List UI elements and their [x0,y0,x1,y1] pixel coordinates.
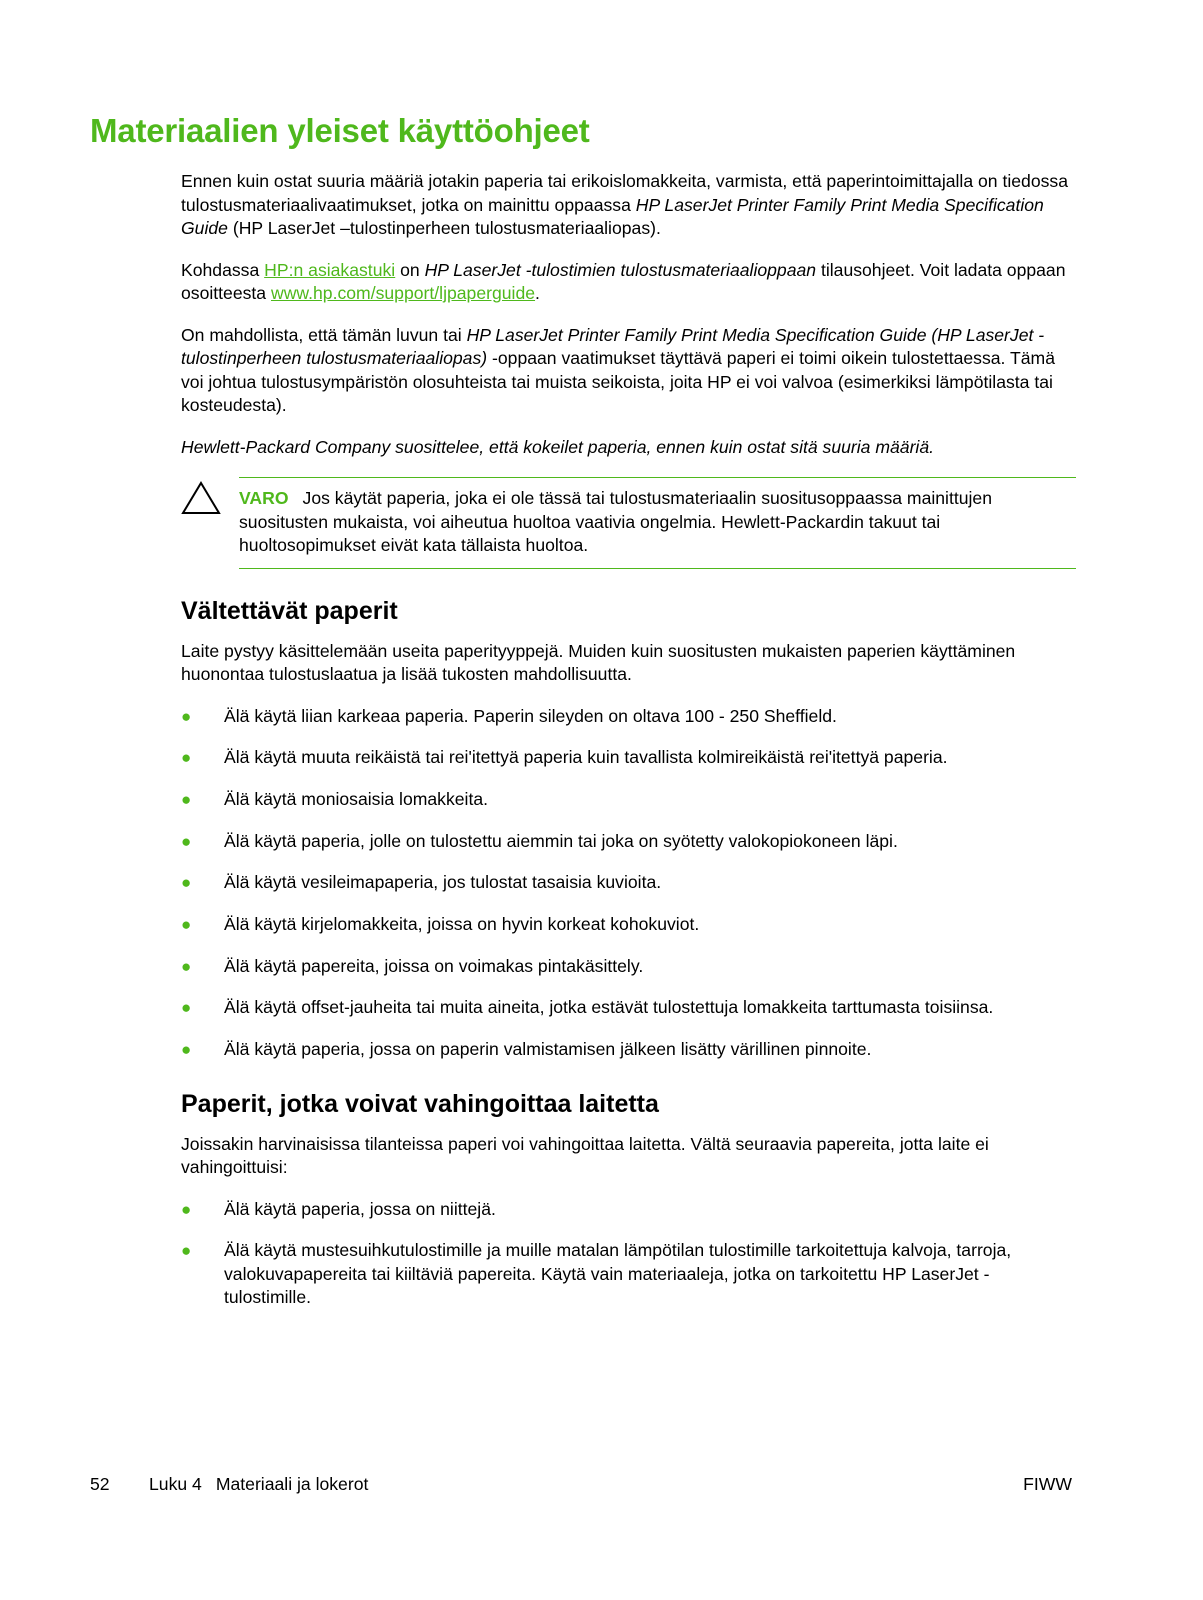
caution-text: Jos käytät paperia, joka ei ole tässä tai tulostusmateriaalin suositusoppaassa mainittujen suositusten mukaista, voi aiheutua huoltoa vaativia ongelmia. Hewlett-Packardin takuut tai huoltosopimukset eivät kata tällaista huoltoa. [239,488,993,555]
list-item-text: Älä käytä kirjelomakkeita, joissa on hyvin korkeat kohokuviot. [224,913,700,934]
list-item-text: Älä käytä papereita, joissa on voimakas pintakäsittely. [224,955,644,976]
list-item-text: Älä käytä vesileimapaperia, jos tulostat tasaisia kuvioita. [224,872,662,893]
caution-note [181,477,1076,569]
bullet-icon: ● [181,956,192,976]
bullet-icon: ● [181,789,192,809]
list-item [181,830,1076,854]
page-number: 52 [90,1474,110,1494]
list-item [181,705,1076,729]
list-item-text: Älä käytä offset-jauheita tai muita aineita, jotka estävät tulostettuja lomakkeita tarttumasta toisiinsa. [224,997,994,1018]
bullet-icon: ● [181,873,192,893]
damaging-papers-list [181,1198,1076,1310]
list-item [181,871,1076,895]
list-item-text: Älä käytä paperia, jolle on tulostettu aiemmin tai joka on syötetty valokopiokoneen läpi. [224,830,898,851]
intro-paragraph-1: Ennen kuin ostat suuria määriä jotakin paperia tai erikoislomakkeita, varmista, että paperintoimittajalla on tiedossa tulostusmateriaalivaatimukset, jotka on mainittu oppaassa HP LaserJet Printer Family Print Media Specification Guide (HP LaserJet –tulostinperheen tulostusmateriaaliopas). [181,171,1068,238]
intro-paragraph-3: On mahdollista, että tämän luvun tai HP LaserJet Printer Family Print Media Specification Guide (HP LaserJet -tulostinperheen tulostusmateriaaliopas) -oppaan vaatimukset täyttävä paperi ei toimi oikein tulostettaessa. Tämä voi johtua tulostusympäristön olosuhteista tai muista seikoista, joita HP ei voi valvoa (esimerkiksi lämpötilasta tai kosteudesta). [181,324,1055,415]
chapter-title: Materiaali ja lokerot [215,1474,369,1494]
list-item [181,1038,1076,1062]
section-heading-avoid-papers: Vältettävät paperit [181,596,398,625]
section1-intro: Laite pystyy käsittelemään useita paperityyppejä. Muiden kuin suositusten mukaisten paperien käyttäminen huonontaa tulostuslaatua ja lisää tukosten mahdollisuutta. [181,640,1016,684]
list-item-text: Älä käytä paperia, jossa on niittejä. [224,1198,496,1219]
footer-locale: FIWW [1023,1474,1072,1494]
intro-paragraph-4: Hewlett-Packard Company suosittelee, että kokeilet paperia, ennen kuin ostat sitä suuria määriä. [181,436,935,457]
bullet-icon: ● [181,1199,192,1219]
chapter-label: Luku 4 Materiaali ja lokerot [149,1474,369,1494]
list-item-text: Älä käytä liian karkeaa paperia. Paperin sileyden on oltava 100 - 250 Sheffield. [224,705,837,726]
section-heading-damaging-papers: Paperit, jotka voivat vahingoittaa laitetta [181,1089,659,1118]
list-item-text: Älä käytä paperia, jossa on paperin valmistamisen jälkeen lisätty värillinen pinnoite. [224,1039,872,1059]
avoid-papers-list [181,705,1076,1062]
bullet-icon: ● [181,1241,192,1261]
list-item-text: Älä käytä muuta reikäistä tai rei'itettyä paperia kuin tavallista kolmireikäistä rei'itettyä paperia. [224,747,948,768]
caution-label: VARO [239,488,289,508]
page-title: Materiaalien yleiset käyttöohjeet [90,112,590,149]
bullet-icon: ● [181,998,192,1018]
caution-box [239,477,1076,569]
bullet-icon: ● [181,831,192,851]
list-item-text: Älä käytä moniosaisia lomakkeita. [224,788,489,809]
bullet-icon: ● [181,706,192,726]
list-item-text: Älä käytä mustesuihkutulostimille ja muille matalan lämpötilan tulostimille tarkoitettuja kalvoja, tarroja, valokuvapapereita tai kiiltäviä papereita. Käytä vain materiaaleja, jotka on tarkoitettu HP LaserJet -tulostimille. [224,1240,1012,1308]
bullet-icon: ● [181,1040,192,1059]
list-item [181,746,1076,770]
main-content [181,170,1076,1328]
section2-intro: Joissakin harvinaisissa tilanteissa paperi voi vahingoittaa laitetta. Vältä seuraavia papereita, jotta laite ei vahingoittuisi: [181,1133,989,1177]
paperguide-url-link[interactable]: www.hp.com/support/ljpaperguide [270,283,536,303]
hp-support-link[interactable]: HP:n asiakastuki [264,259,396,280]
list-item [181,1198,1076,1222]
bullet-icon: ● [181,914,192,934]
intro-paragraph-2: Kohdassa HP:n asiakastuki on HP LaserJet -tulostimien tulostusmateriaalioppaan tilausohjeet. Voit ladata oppaan osoitteesta www.hp.com/support/ljpaperguide. [181,259,1066,303]
list-item [181,955,1076,979]
list-item [181,788,1076,812]
list-item [181,913,1076,937]
warning-triangle-icon [181,481,221,515]
bullet-icon: ● [181,748,192,768]
list-item [181,996,1076,1020]
list-item [181,1239,1076,1310]
